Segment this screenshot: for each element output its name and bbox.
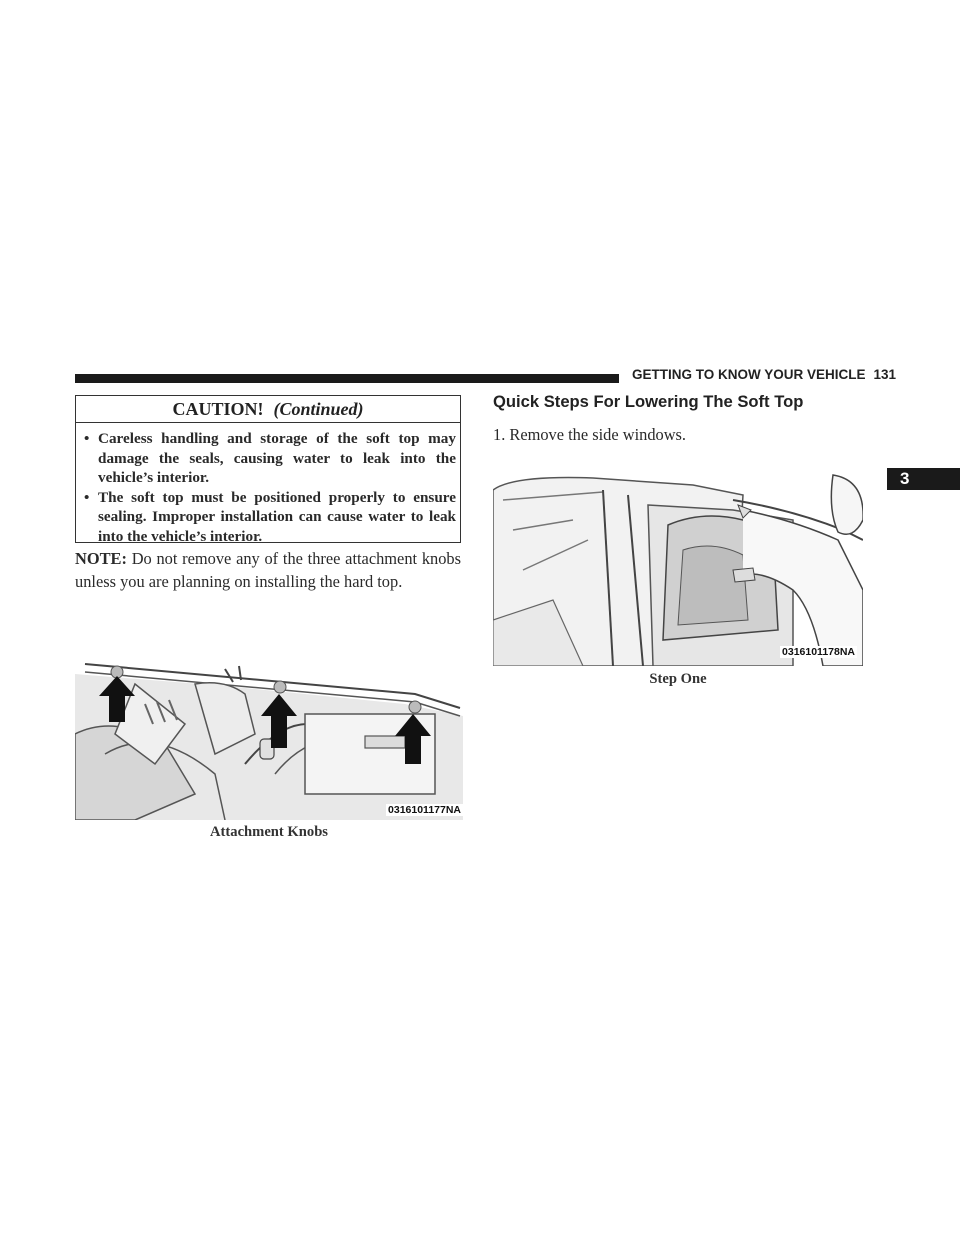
caution-header [76, 396, 460, 423]
figure-code: 0316101178NA [782, 646, 855, 658]
chapter-tab [887, 468, 960, 490]
caution-item [76, 488, 460, 547]
header-title: GETTING TO KNOW YOUR VEHICLE [632, 367, 866, 382]
figure-caption: Attachment Knobs [210, 824, 328, 840]
caution-item [76, 429, 460, 488]
attachment-knobs-illustration [75, 624, 463, 820]
caution-continued: (Continued) [273, 399, 364, 419]
caution-item-text: Careless handling and storage of the soft top may damage the seals, causing water to leak into the vehicle’s interior. [98, 430, 456, 486]
note-text: Do not remove any of the three attachment knobs unless you are planning on installing the hard top. [75, 549, 461, 591]
attachment-knobs-figure [75, 624, 463, 820]
section-heading: Quick Steps For Lowering The Soft Top [493, 392, 804, 411]
header-rule [75, 374, 619, 383]
running-header [632, 367, 896, 382]
caution-list [76, 429, 460, 546]
chapter-number: 3 [900, 469, 910, 488]
step-one-figure [493, 470, 863, 666]
note-label: NOTE: [75, 549, 127, 568]
caution-item-text: The soft top must be positioned properly to ensure sealing. Improper installation can cause water to leak into the vehicle’s interior. [98, 488, 456, 545]
page-number: 131 [873, 367, 897, 382]
bullet-icon: • [84, 488, 90, 506]
bullet-icon: • [84, 430, 90, 447]
caution-title: CAUTION! [172, 399, 264, 419]
caution-box [75, 395, 461, 543]
figure-caption: Step One [649, 671, 707, 687]
step-one-illustration [493, 470, 863, 666]
note-paragraph [75, 547, 461, 593]
figure-code: 0316101177NA [388, 804, 461, 816]
step-one-text: 1. Remove the side windows. [493, 425, 687, 444]
